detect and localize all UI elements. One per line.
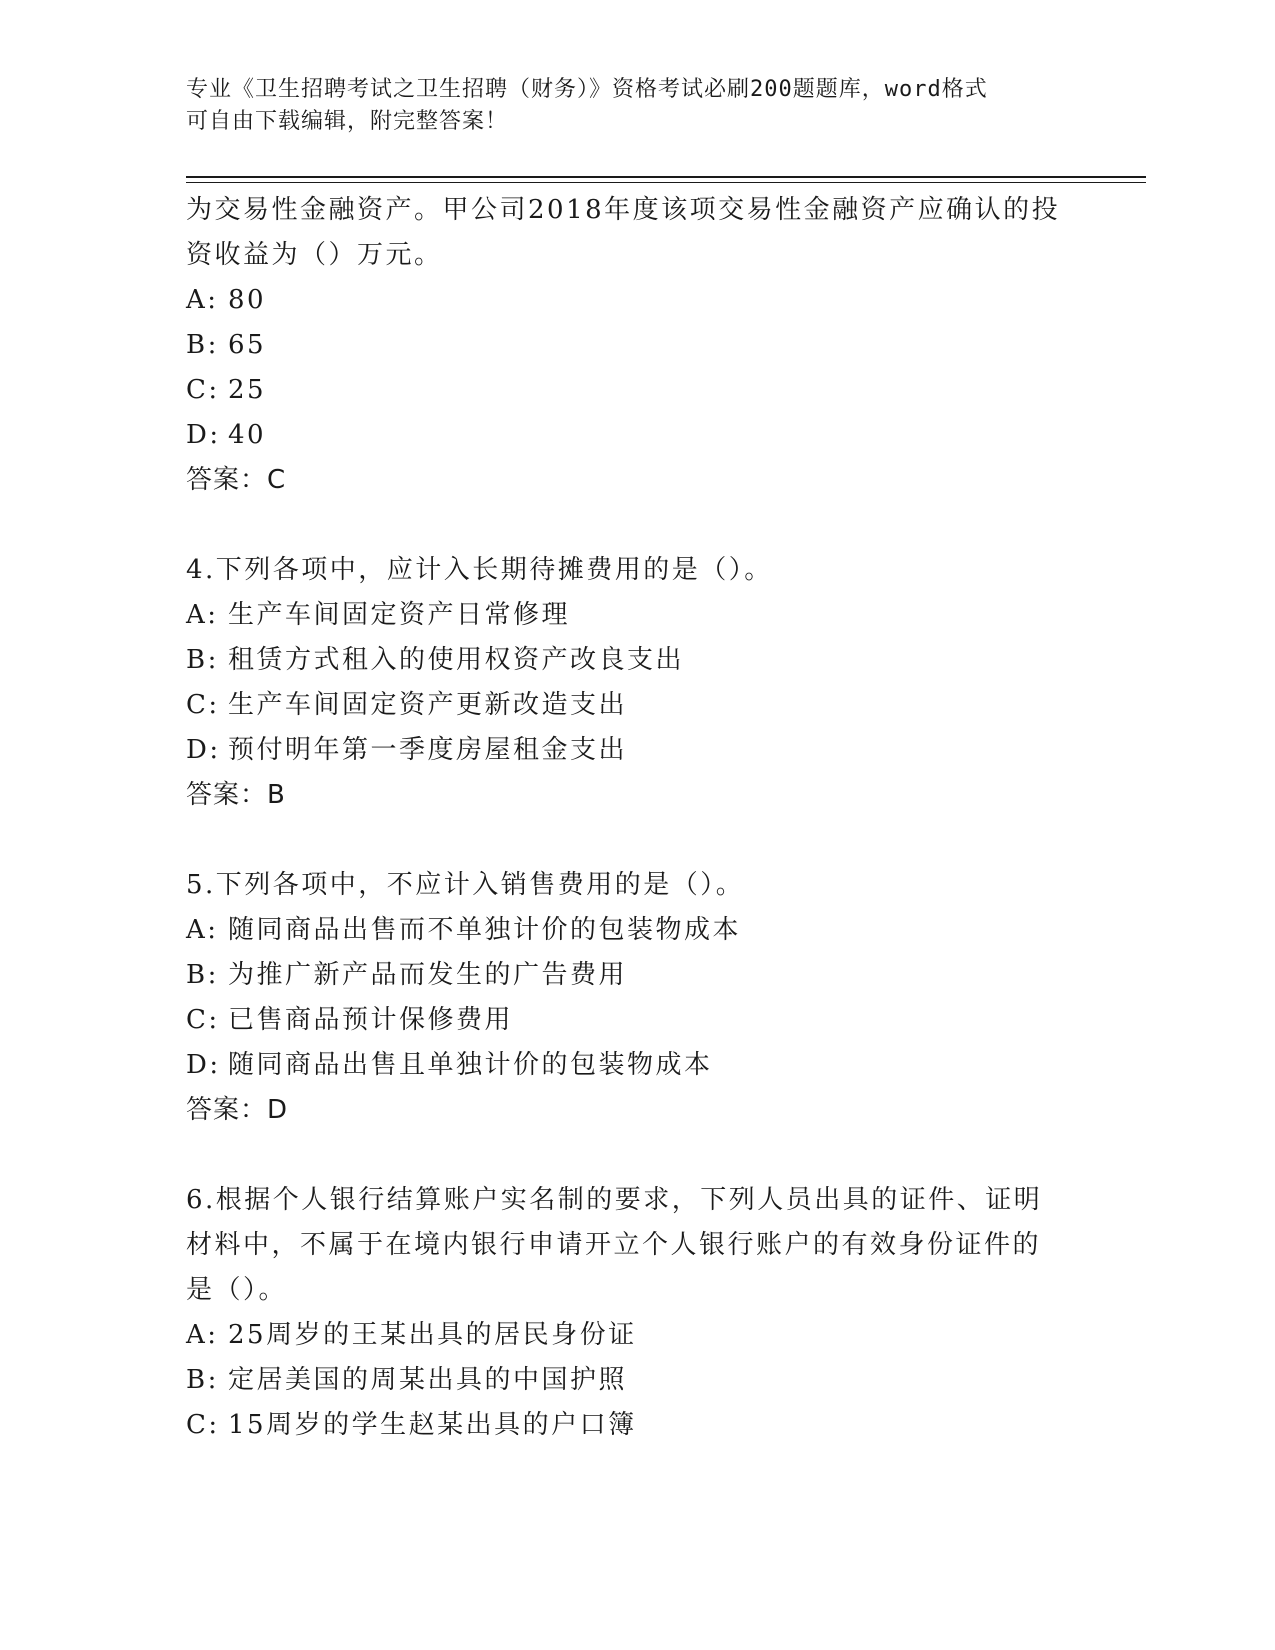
option-letter: A: — [186, 285, 219, 315]
option-text: 15周岁的学生赵某出具的户口簿 — [228, 1410, 637, 1440]
option-text: 随同商品出售而不单独计价的包装物成本 — [228, 915, 742, 945]
q3-option-d — [186, 413, 1086, 458]
option-letter: D: — [186, 735, 221, 765]
option-letter: D: — [186, 1050, 221, 1080]
q6-stem-line-3: 是（）。 — [186, 1275, 288, 1305]
q6-option-a — [186, 1313, 1086, 1358]
q5-option-a — [186, 908, 1086, 953]
spacer — [186, 1133, 1086, 1178]
q4-option-c — [186, 683, 1086, 728]
q5-option-b — [186, 953, 1086, 998]
option-letter: C: — [186, 690, 220, 720]
option-letter: C: — [186, 1005, 220, 1035]
option-text: 80 — [228, 285, 267, 315]
option-text: 随同商品出售且单独计价的包装物成本 — [228, 1050, 713, 1080]
q5-option-c — [186, 998, 1086, 1043]
q4-option-a — [186, 593, 1086, 638]
option-text: 已售商品预计保修费用 — [228, 1005, 514, 1035]
q3-answer: 答案：C — [186, 465, 287, 495]
page-header — [186, 74, 1066, 138]
header-rule-thin — [186, 182, 1146, 183]
option-letter: C: — [186, 375, 220, 405]
option-text: 生产车间固定资产日常修理 — [228, 600, 571, 630]
header-line-2: 可自由下载编辑，附完整答案！ — [186, 109, 509, 134]
option-letter: D: — [186, 420, 221, 450]
option-text: 25周岁的王某出具的居民身份证 — [228, 1320, 637, 1350]
q3-option-a — [186, 278, 1086, 323]
q4-option-d — [186, 728, 1086, 773]
header-line-1: 专业《卫生招聘考试之卫生招聘（财务）》资格考试必刷200题题库，word格式 — [186, 77, 988, 102]
spacer — [186, 503, 1086, 548]
option-text: 65 — [228, 330, 267, 360]
option-letter: C: — [186, 1410, 220, 1440]
option-text: 为推广新产品而发生的广告费用 — [228, 960, 628, 990]
option-text: 生产车间固定资产更新改造支出 — [228, 690, 628, 720]
option-text: 定居美国的周某出具的中国护照 — [228, 1365, 628, 1395]
question-content — [186, 188, 1086, 1448]
option-text: 预付明年第一季度房屋租金支出 — [228, 735, 628, 765]
option-letter: B: — [186, 1365, 219, 1395]
spacer — [186, 818, 1086, 863]
q3-stem-line-1: 为交易性金融资产。甲公司2018年度该项交易性金融资产应确认的投 — [186, 195, 1061, 225]
header-rule-thick — [186, 176, 1146, 178]
q3-option-b — [186, 323, 1086, 368]
q5-option-d — [186, 1043, 1086, 1088]
q6-stem-line-1: 6.根据个人银行结算账户实名制的要求，下列人员出具的证件、证明 — [186, 1185, 1043, 1215]
option-text: 40 — [228, 420, 267, 450]
option-letter: A: — [186, 1320, 219, 1350]
option-letter: A: — [186, 600, 219, 630]
q4-option-b — [186, 638, 1086, 683]
q3-stem-line-2: 资收益为（）万元。 — [186, 240, 443, 270]
option-letter: B: — [186, 330, 219, 360]
option-text: 25 — [228, 375, 267, 405]
q6-option-c — [186, 1403, 1086, 1448]
q6-stem-line-2: 材料中，不属于在境内银行申请开立个人银行账户的有效身份证件的 — [186, 1230, 1042, 1260]
q5-answer: 答案：D — [186, 1095, 289, 1125]
option-letter: B: — [186, 645, 219, 675]
q5-stem-line-1: 5.下列各项中，不应计入销售费用的是（）。 — [186, 870, 745, 900]
q4-stem-line-1: 4.下列各项中，应计入长期待摊费用的是（）。 — [186, 555, 773, 585]
option-letter: B: — [186, 960, 219, 990]
option-letter: A: — [186, 915, 219, 945]
q6-option-b — [186, 1358, 1086, 1403]
option-text: 租赁方式租入的使用权资产改良支出 — [228, 645, 685, 675]
q3-option-c — [186, 368, 1086, 413]
q4-answer: 答案：B — [186, 780, 286, 810]
